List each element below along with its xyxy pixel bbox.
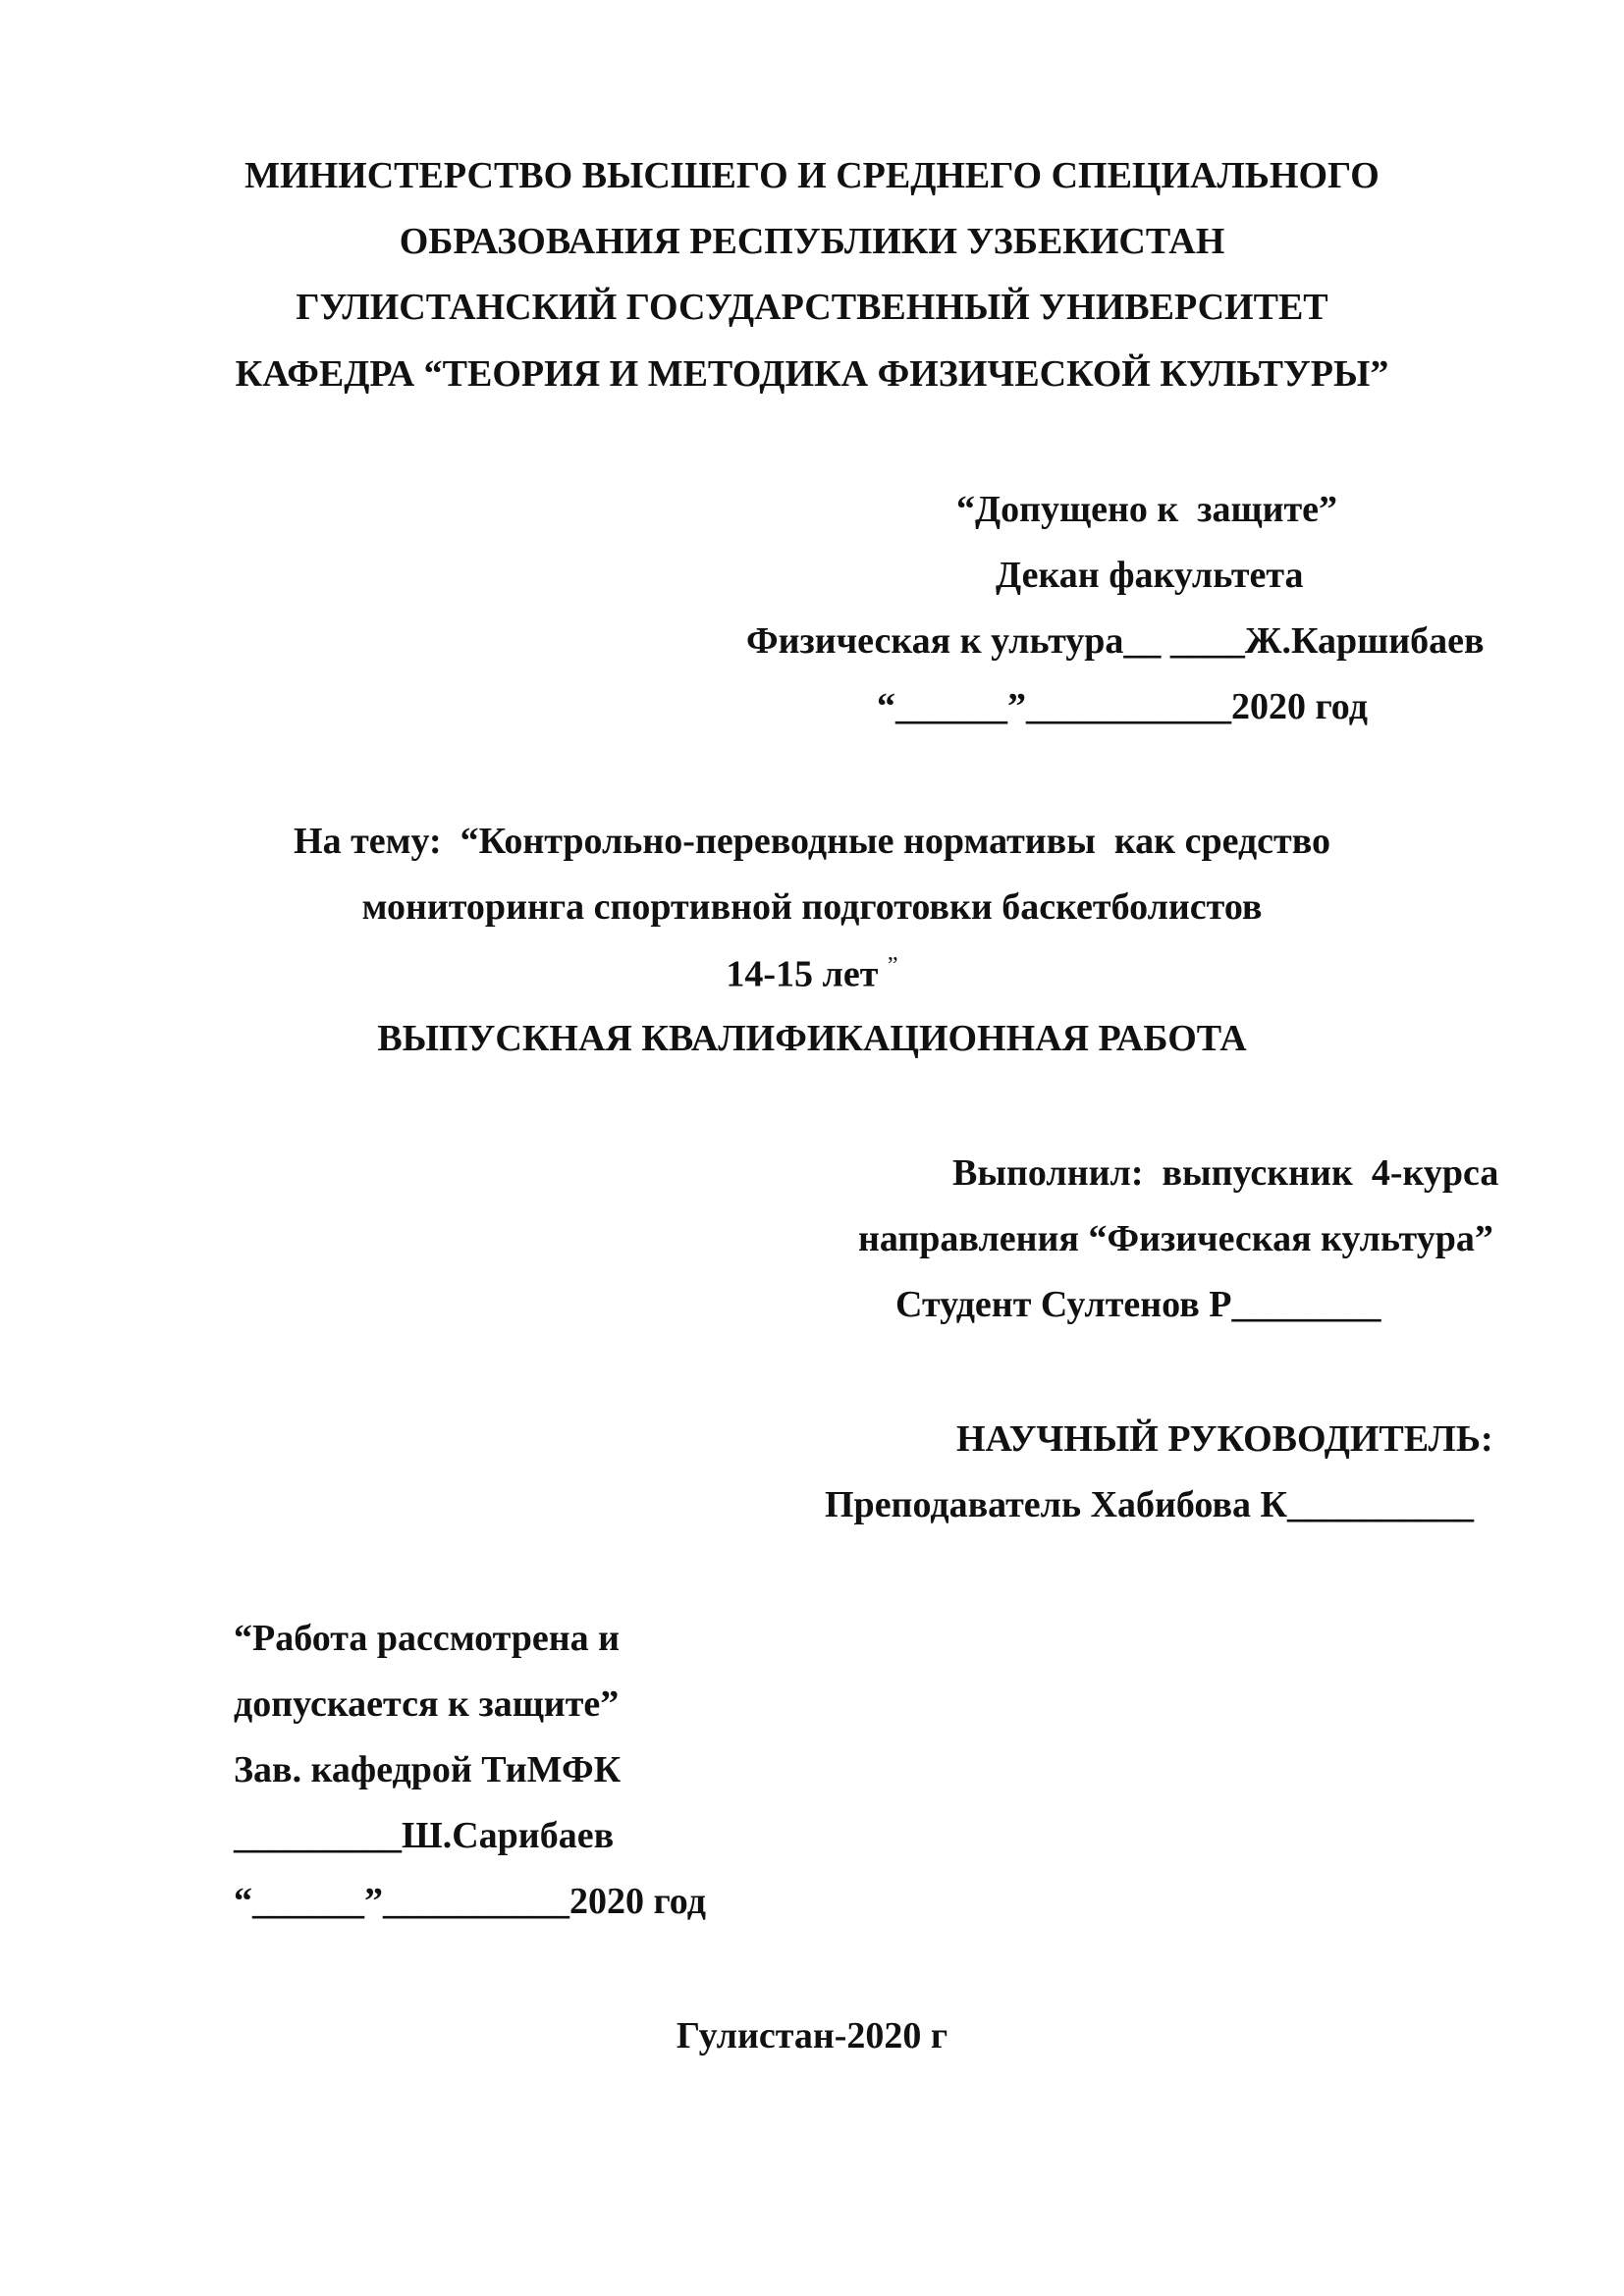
topic-line-1: На тему: “Контрольно-переводные нормативы как средство	[294, 821, 1330, 862]
approval-dean-title: Декан факультета	[996, 555, 1304, 596]
author-line-1: Выполнил: выпускник 4-курса	[952, 1152, 1499, 1194]
author-line-2: направления “Физическая культура”	[858, 1218, 1493, 1259]
topic-closing-quote: ”	[887, 953, 898, 979]
review-line-1: “Работа рассмотрена и	[234, 1618, 621, 1659]
topic-line-3	[0, 954, 1624, 993]
approval-heading: “Допущено к защите”	[956, 489, 1338, 530]
review-line-2: допускается к защите”	[234, 1683, 620, 1725]
university-name: ГУЛИСТАНСКИЙ ГОСУДАРСТВЕННЫЙ УНИВЕРСИТЕТ	[296, 287, 1328, 328]
approval-dean-signature: Физическая к ультура__ ____Ж.Каршибаев	[746, 620, 1485, 662]
review-head-signature: _________Ш.Сарибаев	[234, 1815, 615, 1856]
review-head-title: Зав. кафедрой ТиМФК	[234, 1749, 622, 1790]
review-date: “______”__________2020 год	[234, 1881, 706, 1922]
department-name: КАФЕДРА “ТЕОРИЯ И МЕТОДИКА ФИЗИЧЕСКОЙ КУЛЬТУРЫ”	[235, 353, 1389, 395]
place-and-year: Гулистан-2020 г	[676, 2015, 948, 2056]
topic-line-2: мониторинга спортивной подготовки баскетболистов	[361, 886, 1263, 928]
supervisor-signature: Преподаватель Хабибова К__________	[825, 1484, 1475, 1525]
work-type-title: ВЫПУСКНАЯ КВАЛИФИКАЦИОННАЯ РАБОТА	[377, 1018, 1247, 1059]
ministry-title-line-2: ОБРАЗОВАНИЯ РЕСПУБЛИКИ УЗБЕКИСТАН	[399, 221, 1225, 262]
supervisor-heading: НАУЧНЫЙ РУКОВОДИТЕЛЬ:	[956, 1418, 1493, 1460]
ministry-title-line-1: МИНИСТЕРСТВО ВЫСШЕГО И СРЕДНЕГО СПЕЦИАЛЬНОГО	[244, 155, 1380, 196]
topic-age: 14-15 лет	[726, 953, 879, 995]
author-student-signature: Студент Султенов Р________	[895, 1284, 1381, 1325]
approval-date: “______”___________2020 год	[877, 686, 1368, 727]
